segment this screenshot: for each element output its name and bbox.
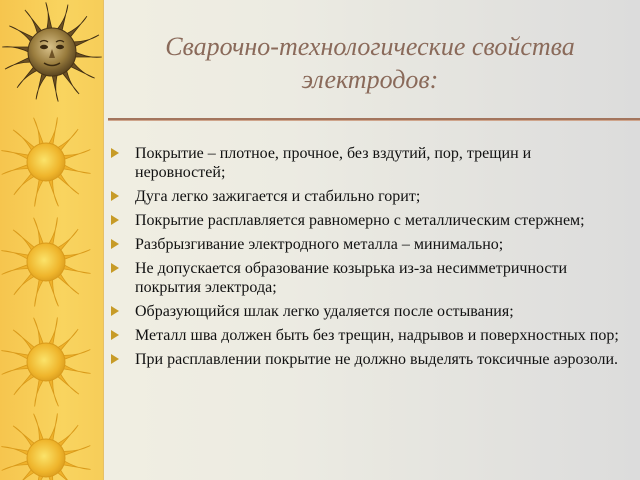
bullet-triangle-icon <box>111 239 119 249</box>
list-item <box>111 259 621 297</box>
bullet-triangle-icon <box>111 191 119 201</box>
sun-icon <box>1 217 90 306</box>
sun-icon <box>1 413 90 480</box>
bullet-triangle-icon <box>111 306 119 316</box>
list-item <box>111 326 621 345</box>
sun-icon <box>1 317 90 406</box>
list-item <box>111 187 621 206</box>
list-item <box>111 211 621 230</box>
list-item <box>111 350 621 369</box>
list-item-text: Дуга легко зажигается и стабильно горит; <box>135 188 421 205</box>
list-item-text: Металл шва должен быть без трещин, надрывов и поверхностных пор; <box>135 327 619 344</box>
bullet-triangle-icon <box>111 354 119 364</box>
bullet-triangle-icon <box>111 215 119 225</box>
bullet-triangle-icon <box>111 263 119 273</box>
list-item <box>111 144 621 182</box>
bullet-triangle-icon <box>111 148 119 158</box>
slide-title <box>120 30 620 96</box>
list-item-text: Разбрызгивание электродного металла – минимально; <box>135 236 504 253</box>
list-item <box>111 235 621 254</box>
sun-face-icon <box>2 2 102 101</box>
sun-decorations <box>0 0 104 480</box>
list-item-text: Покрытие – плотное, прочное, без вздутий, пор, трещин и неровностей; <box>135 145 532 181</box>
list-item-text: Покрытие расплавляется равномерно с металлическим стержнем; <box>135 212 585 229</box>
title-line-1: Сварочно-технологические свойства <box>165 32 575 61</box>
property-list <box>111 144 621 374</box>
list-item-text: Не допускается образование козырька из-за несимметричности покрытия электрода; <box>135 260 568 296</box>
list-item-text: Образующийся шлак легко удаляется после остывания; <box>135 303 514 320</box>
sun-icon <box>1 117 90 206</box>
list-item <box>111 302 621 321</box>
title-line-2: электродов: <box>301 65 439 94</box>
title-divider <box>108 118 640 121</box>
list-item-text: При расплавлении покрытие не должно выделять токсичные аэрозоли. <box>135 351 619 368</box>
bullet-triangle-icon <box>111 330 119 340</box>
